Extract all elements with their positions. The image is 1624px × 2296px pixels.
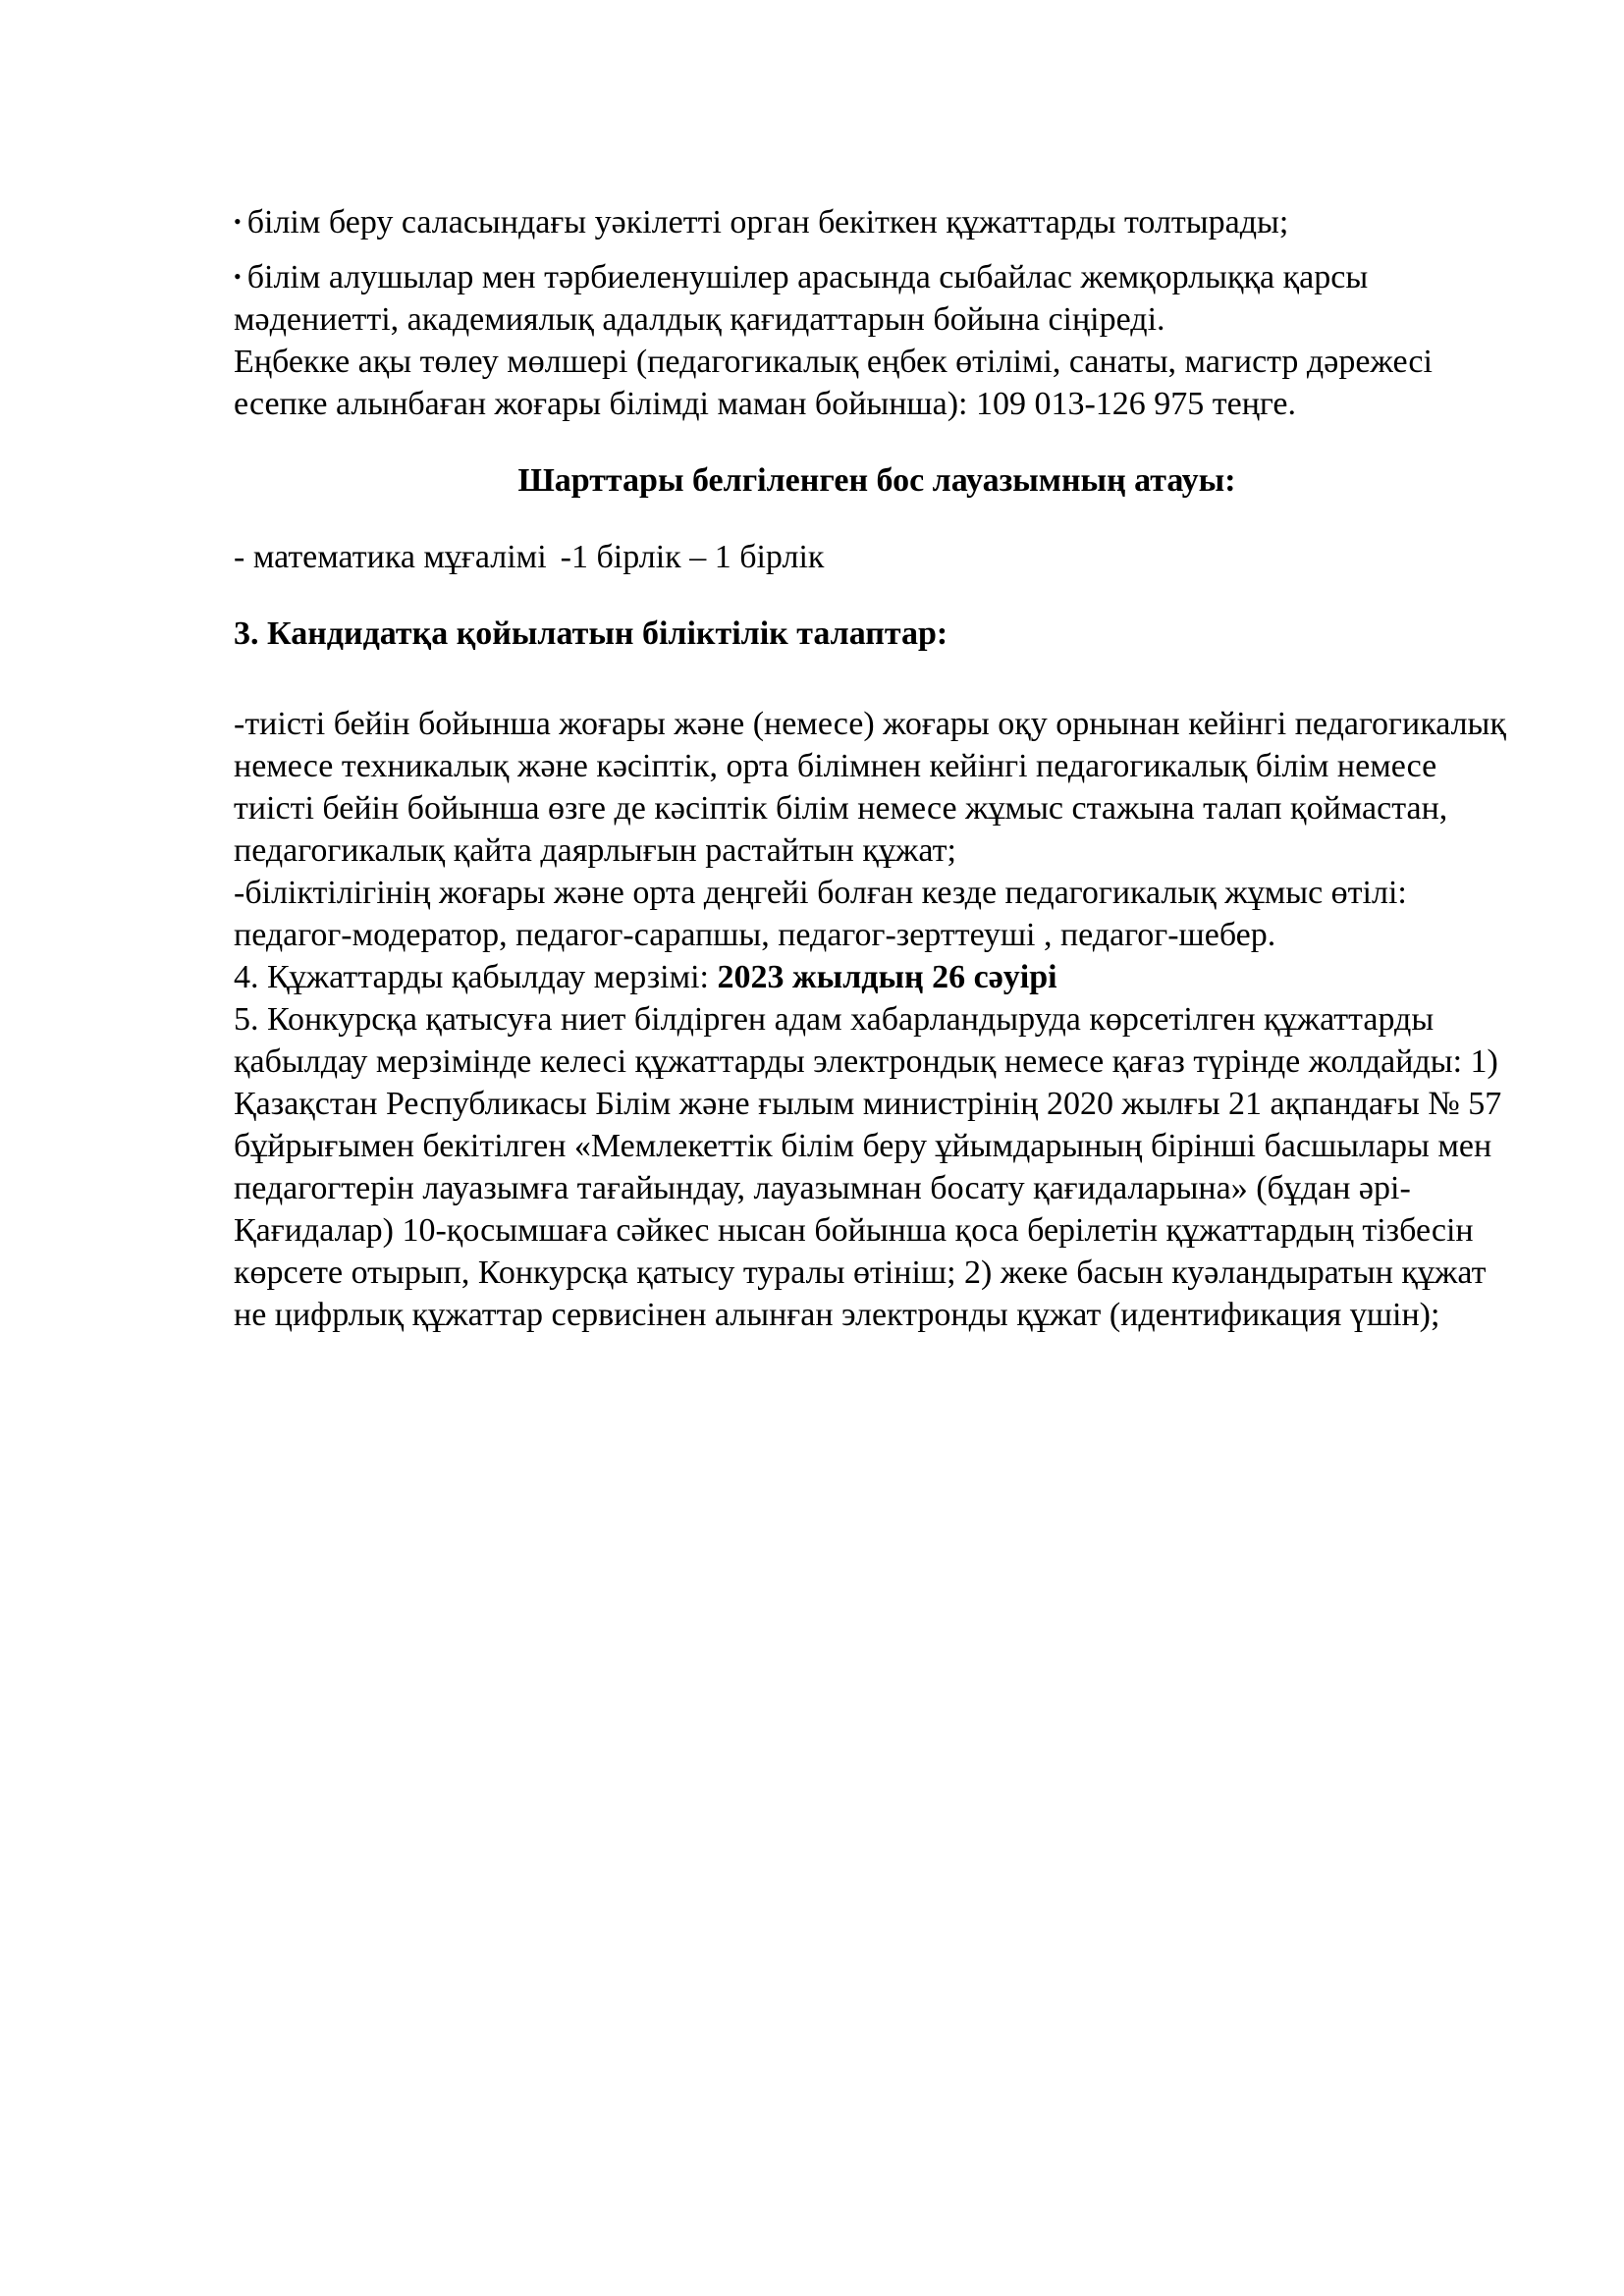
document-page	[234, 200, 1520, 1336]
salary-paragraph: Еңбекке ақы төлеу мөлшері (педагогикалық еңбек өтілімі, санаты, магистр дәрежесі есепке алынбаған жоғары білімді маман бойынша): 109 013-126 975 теңге.	[234, 344, 1433, 422]
bullet-item-1	[234, 200, 1520, 243]
deadline-paragraph	[234, 956, 1520, 998]
bullet-item-1-text: білім беру саласындағы уәкілетті орган бекіткен құжаттарды толтырады;	[246, 204, 1289, 240]
deadline-label: 4. Құжаттарды қабылдау мерзімі:	[234, 959, 718, 995]
requirement-1: -тиісті бейін бойынша жоғары және (немесе) жоғары оқу орнынан кейінгі педагогикалық немесе техникалық және кәсіптік, орта білімнен кейінгі педагогикалық білім немесе тиісті бейін бойынша өзге де кәсіптік білім немесе жұмыс стажына талап қоймастан, педагогикалық қайта даярлығын растайтын құжат;	[234, 706, 1506, 869]
bullet-item-2-text: білім алушылар мен тәрбиеленушілер арасында сыбайлас жемқорлыққа қарсы мәдениетті, академиялық адалдық қағидаттарын бойына сіңіреді.	[234, 259, 1369, 338]
vacancy-heading: Шарттары белгіленген бос лауазымның атауы:	[517, 462, 1236, 499]
bullet-icon: •	[234, 264, 242, 289]
deadline-value: 2023 жылдың 26 сәуірі	[717, 959, 1057, 995]
section-3-heading: 3. Кандидатқа қойылатын біліктілік талаптар:	[234, 615, 948, 652]
requirement-2: -біліктілігінің жоғары және орта деңгейі болған кезде педагогикалық жұмыс өтілі: педагог-модератор, педагог-сарапшы, педагог-зерттеуші , педагог-шебер.	[234, 875, 1407, 953]
bullet-item-2	[234, 255, 1520, 341]
bullet-icon: •	[234, 209, 242, 234]
section-5-paragraph: 5. Конкурсқа қатысуға ниет білдірген адам хабарландыруда көрсетілген құжаттарды қабылдау мерзімінде келесі құжаттарды электрондық немесе қағаз түрінде жолдайды: 1) Қазақстан Республикасы Білім және ғылым министрінің 2020 жылғы 21 ақпандағы № 57 бұйрығымен бекітілген «Мемлекеттік білім беру ұйымдарының бірінші басшылары мен педагогтерін лауазымға тағайындау, лауазымнан босату қағидаларына» (бұдан әрі-Қағидалар) 10-қосымшаға сәйкес нысан бойынша қоса берілетін құжаттардың тізбесін көрсете отырып, Конкурсқа қатысу туралы өтініш; 2) жеке басын куәландыратын құжат не цифрлық құжаттар сервисінен алынған электронды құжат (идентификация үшін);	[234, 1001, 1502, 1333]
vacancy-item-name: - математика мұғалімі	[234, 539, 547, 575]
vacancy-item	[234, 536, 1520, 578]
vacancy-item-units: -1 бірлік – 1 бірлік	[560, 539, 825, 575]
